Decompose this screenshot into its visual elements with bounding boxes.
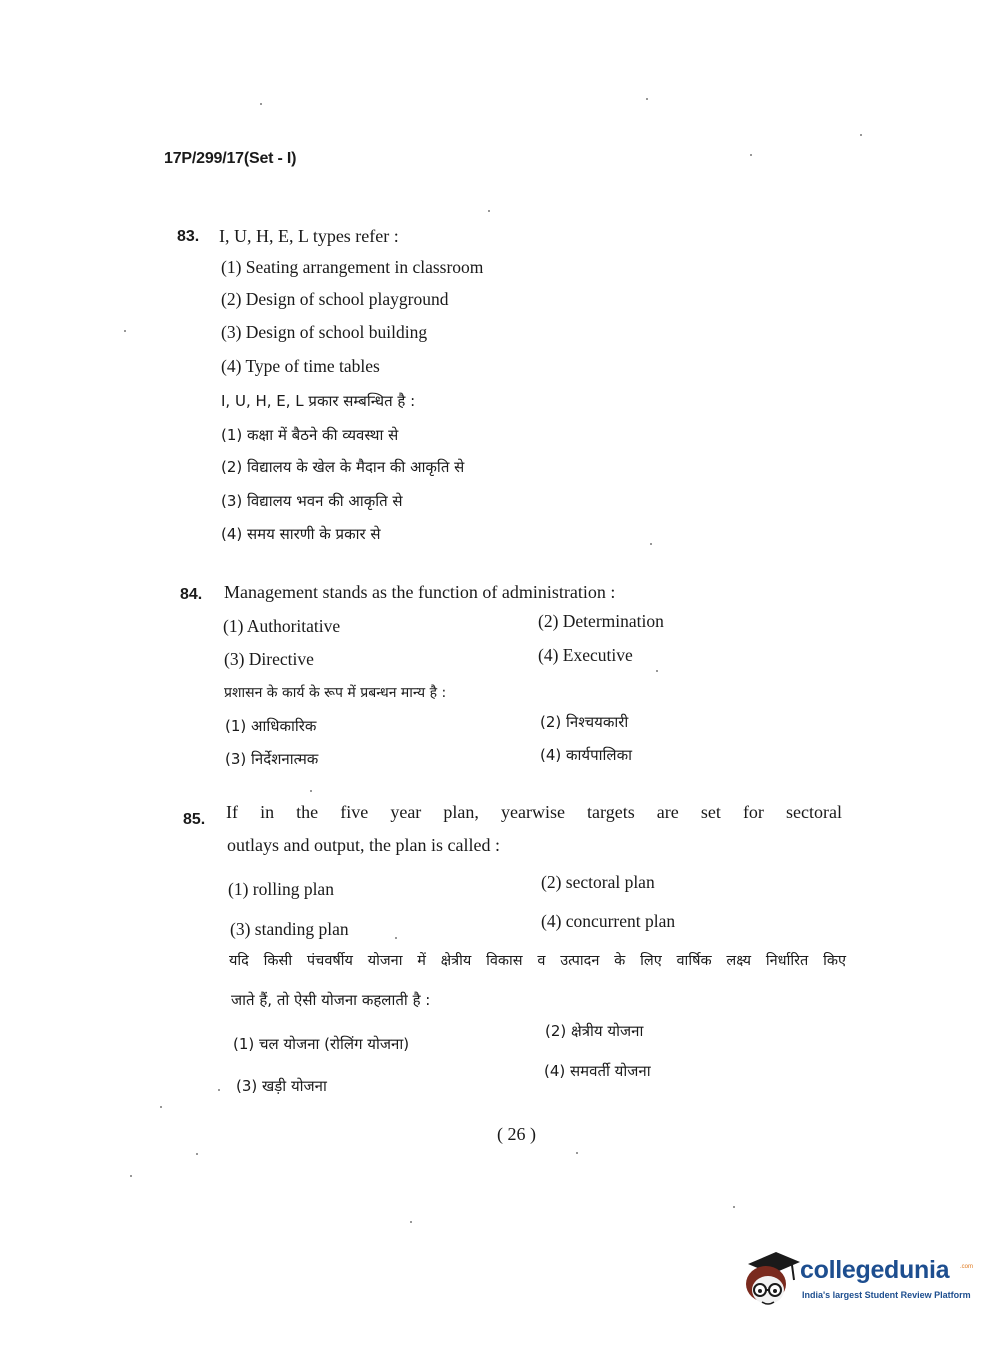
scan-speck (576, 1152, 578, 1154)
scan-speck (656, 670, 658, 672)
option-hi: (2) क्षेत्रीय योजना (545, 1022, 644, 1040)
question-stem-en: Management stands as the function of administration : (224, 582, 616, 602)
option-en: (1) Authoritative (223, 616, 341, 636)
scan-speck (124, 330, 126, 332)
option-en: (2) Determination (538, 611, 664, 631)
logo-wordmark: collegedunia (800, 1256, 950, 1284)
page-number: ( 26 ) (497, 1124, 536, 1144)
logo-suffix: .com (960, 1264, 974, 1270)
option-en: (1) Seating arrangement in classroom (221, 257, 484, 277)
question-number: 84. (180, 586, 203, 603)
option-hi: (4) कार्यपालिका (540, 746, 632, 764)
option-hi: (1) आधिकारिक (225, 717, 317, 735)
question-stem-en-line2: outlays and output, the plan is called : (227, 835, 500, 855)
scan-speck (395, 937, 397, 939)
mascot-icon (742, 1250, 800, 1310)
option-en: (3) standing plan (230, 919, 349, 939)
scan-speck (488, 210, 490, 212)
collegedunia-logo (742, 1250, 972, 1310)
question-number: 85. (183, 811, 206, 828)
option-en: (4) Type of time tables (221, 356, 380, 376)
question-stem-hi-line2: जाते हैं, तो ऐसी योजना कहलाती है : (231, 991, 431, 1009)
scan-speck (196, 1153, 198, 1155)
question-stem-hi-line1: यदि किसी पंचवर्षीय योजना में क्षेत्रीय विकास व उत्पादन के लिए वार्षिक लक्ष्य निर्धारित किए (229, 953, 846, 969)
scan-speck (160, 1106, 162, 1108)
paper-code: 17P/299/17(Set - I) (164, 150, 297, 167)
option-en: (3) Directive (224, 649, 314, 669)
question-stem-en-line1: If in the five year plan, yearwise targets are set for sectoral (226, 802, 842, 822)
question-stem-hi: I, U, H, E, L प्रकार सम्बन्धित है : (221, 392, 416, 410)
option-hi: (1) चल योजना (रोलिंग योजना) (233, 1035, 410, 1053)
option-en: (4) Executive (538, 645, 633, 665)
question-stem-hi: प्रशासन के कार्य के रूप में प्रबन्धन मान्य है : (224, 685, 447, 701)
logo-tagline: India's largest Student Review Platform (802, 1290, 971, 1300)
scan-speck (130, 1175, 132, 1177)
scan-speck (750, 154, 752, 156)
scan-speck (733, 1206, 735, 1208)
option-hi: (1) कक्षा में बैठने की व्यवस्था से (221, 426, 399, 444)
option-en: (2) sectoral plan (541, 872, 655, 892)
option-hi: (2) निश्चयकारी (540, 713, 629, 731)
question-number: 83. (177, 228, 200, 245)
scan-speck (410, 1221, 412, 1223)
scan-speck (860, 134, 862, 136)
option-hi: (3) खड़ी योजना (236, 1077, 327, 1095)
scan-speck (650, 543, 652, 545)
option-hi: (3) निर्देशनात्मक (225, 750, 319, 768)
option-hi: (4) समवर्ती योजना (544, 1062, 651, 1080)
option-hi: (4) समय सारणी के प्रकार से (221, 525, 381, 543)
option-en: (2) Design of school playground (221, 289, 449, 309)
option-hi: (3) विद्यालय भवन की आकृति से (221, 492, 403, 510)
question-stem-en: I, U, H, E, L types refer : (219, 226, 399, 246)
option-hi: (2) विद्यालय के खेल के मैदान की आकृति से (221, 458, 465, 476)
option-en: (3) Design of school building (221, 322, 428, 342)
option-en: (1) rolling plan (228, 879, 334, 899)
scan-speck (218, 1089, 220, 1091)
scan-speck (260, 103, 262, 105)
scan-speck (310, 790, 312, 792)
scan-speck (646, 98, 648, 100)
option-en: (4) concurrent plan (541, 911, 676, 931)
